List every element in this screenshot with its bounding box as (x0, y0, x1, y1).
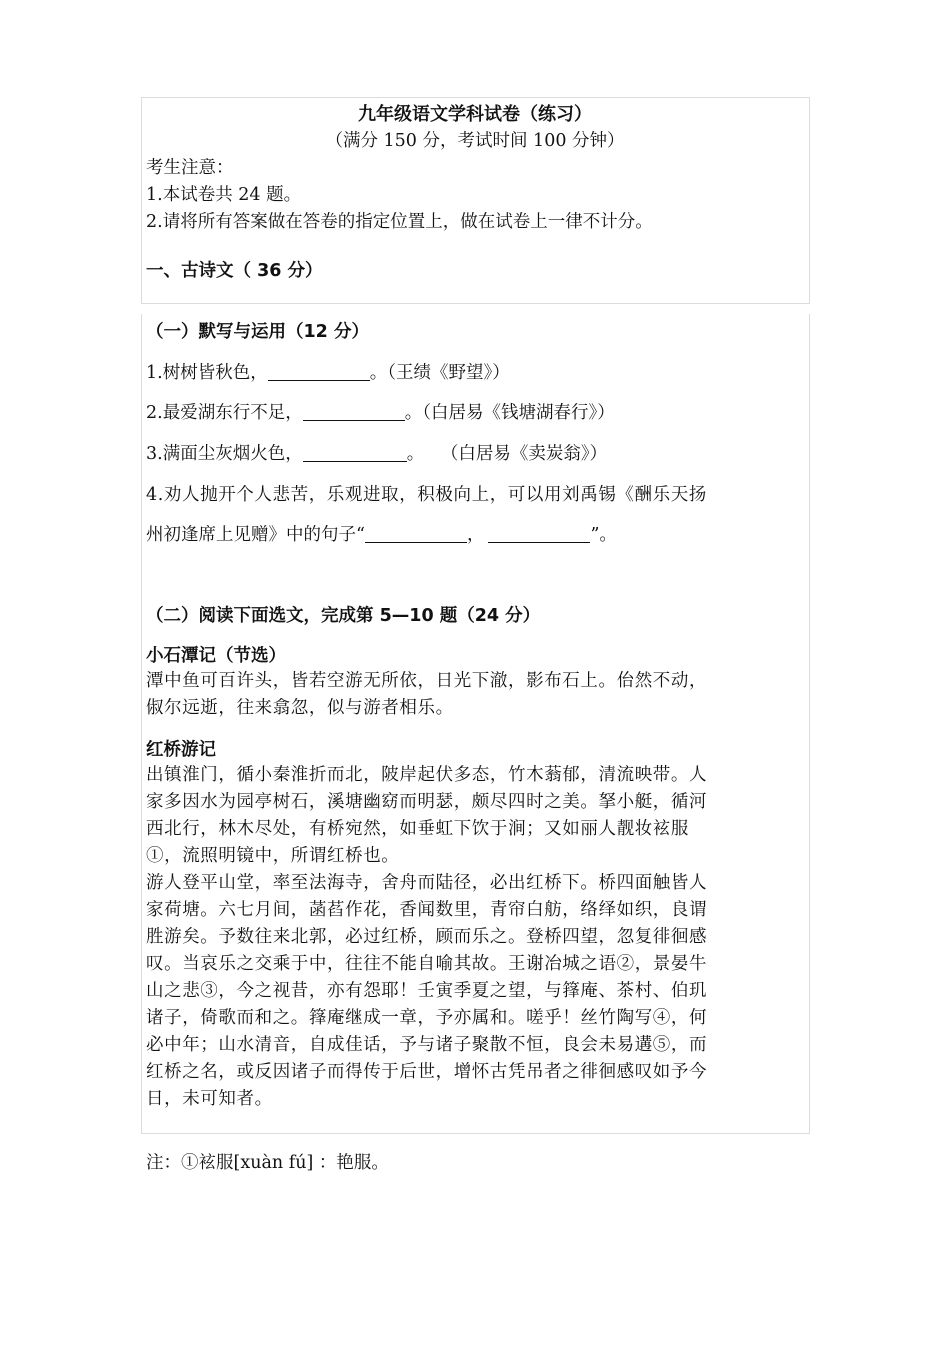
answer-blank-2[interactable] (303, 402, 405, 421)
question-1 (146, 359, 510, 384)
answer-blank-1[interactable] (268, 362, 370, 381)
text-a-line: 潭中鱼可百许头，皆若空游无所依，日光下澈，影布石上。佁然不动， (146, 671, 708, 691)
text-a-body (146, 668, 796, 722)
question-3-suffix: 。 （白居易《卖炭翁》） (406, 444, 608, 464)
question-1-prefix: 1.树树皆秋色， (146, 363, 268, 383)
question-4-suffix: ”。 (590, 525, 617, 545)
question-3 (146, 440, 607, 465)
text-b-title: 红桥游记 (146, 740, 216, 760)
text-b-line: 诸子，倚歌而和之。箨庵继成一章，予亦属和。嗟乎！丝竹陶写④，何 (146, 1008, 708, 1028)
text-b-line: 出镇淮门，循小秦淮折而北，陂岸起伏多态，竹木蓊郁，清流映带。人 (146, 765, 708, 785)
paper-title: 九年级语文学科试卷（练习） (358, 104, 592, 125)
text-b-line: 叹。当哀乐之交乘于中，往往不能自喻其故。王谢冶城之语②，景晏牛 (146, 954, 708, 974)
question-4-prefix: 州初逢席上见赠》中的句子“ (146, 525, 365, 545)
question-1-suffix: 。（王绩《野望》） (369, 363, 510, 383)
notice-item-2: 2.请将所有答案做在答卷的指定位置上，做在试卷上一律不计分。 (146, 212, 653, 232)
text-a-title: 小石潭记（节选） (146, 646, 286, 666)
text-b-line: 红桥之名，或反因诸子而得传于后世，增怀古凭吊者之徘徊感叹如予今 (146, 1062, 708, 1082)
question-2-prefix: 2.最爱湖东行不足， (146, 403, 303, 423)
answer-blank-3[interactable] (303, 443, 407, 462)
question-2-suffix: 。（白居易《钱塘湖春行》） (404, 403, 615, 423)
question-4-mid: ， (466, 525, 485, 545)
question-3-prefix: 3.满面尘灰烟火色， (146, 444, 303, 464)
text-b-line: ①，流照明镜中，所谓红桥也。 (146, 846, 400, 866)
question-4-line-2 (146, 521, 617, 546)
text-b-line: 家多因水为园亭树石，溪塘幽窈而明瑟，颇尽四时之美。拏小艇，循河 (146, 792, 708, 812)
text-b-line: 必中年；山水清音，自成佳话，予与诸子聚散不恒，良会未易遘⑤，而 (146, 1035, 708, 1055)
text-b-line: 西北行，林木尽处，有桥宛然，如垂虹下饮于涧；又如丽人靓妆袨服 (146, 819, 689, 839)
notice-label: 考生注意： (146, 158, 234, 178)
text-b-body (146, 762, 796, 1113)
text-b-line: 胜游矣。予数往来北郭，必过红桥，顾而乐之。登桥四望，忽复徘徊感 (146, 927, 708, 947)
text-b-line: 山之悲③，今之视昔，亦有怨耶！壬寅季夏之望，与箨庵、茶村、伯玑 (146, 981, 708, 1001)
part-one-heading: （一）默写与运用（12 分） (146, 322, 369, 342)
notice-item-1: 1.本试卷共 24 题。 (146, 185, 302, 205)
part-two-heading: （二）阅读下面选文，完成第 5—10 题（24 分） (146, 606, 541, 626)
section-one-heading: 一、古诗文（ 36 分） (146, 261, 323, 281)
footnote: 注：①袨服[xuàn fú] ：艳服。 (146, 1153, 389, 1173)
text-a-line: 俶尔远逝，往来翕忽，似与游者相乐。 (146, 698, 454, 718)
question-4-line-1: 4.劝人抛开个人悲苦，乐观进取，积极向上，可以用刘禹锡《酬乐天扬 (146, 485, 707, 505)
text-b-line: 日，未可知者。 (146, 1089, 273, 1109)
answer-blank-4a[interactable] (365, 524, 467, 543)
text-b-line: 家荷塘。六七月间，菡萏作花，香闻数里，青帘白舫，络绎如织，良谓 (146, 900, 708, 920)
answer-blank-4b[interactable] (488, 524, 590, 543)
text-b-line: 游人登平山堂，率至法海寺，舍舟而陆径，必出红桥下。桥四面触皆人 (146, 873, 708, 893)
question-2 (146, 399, 615, 424)
paper-subtitle: （满分 150 分，考试时间 100 分钟） (325, 131, 625, 151)
